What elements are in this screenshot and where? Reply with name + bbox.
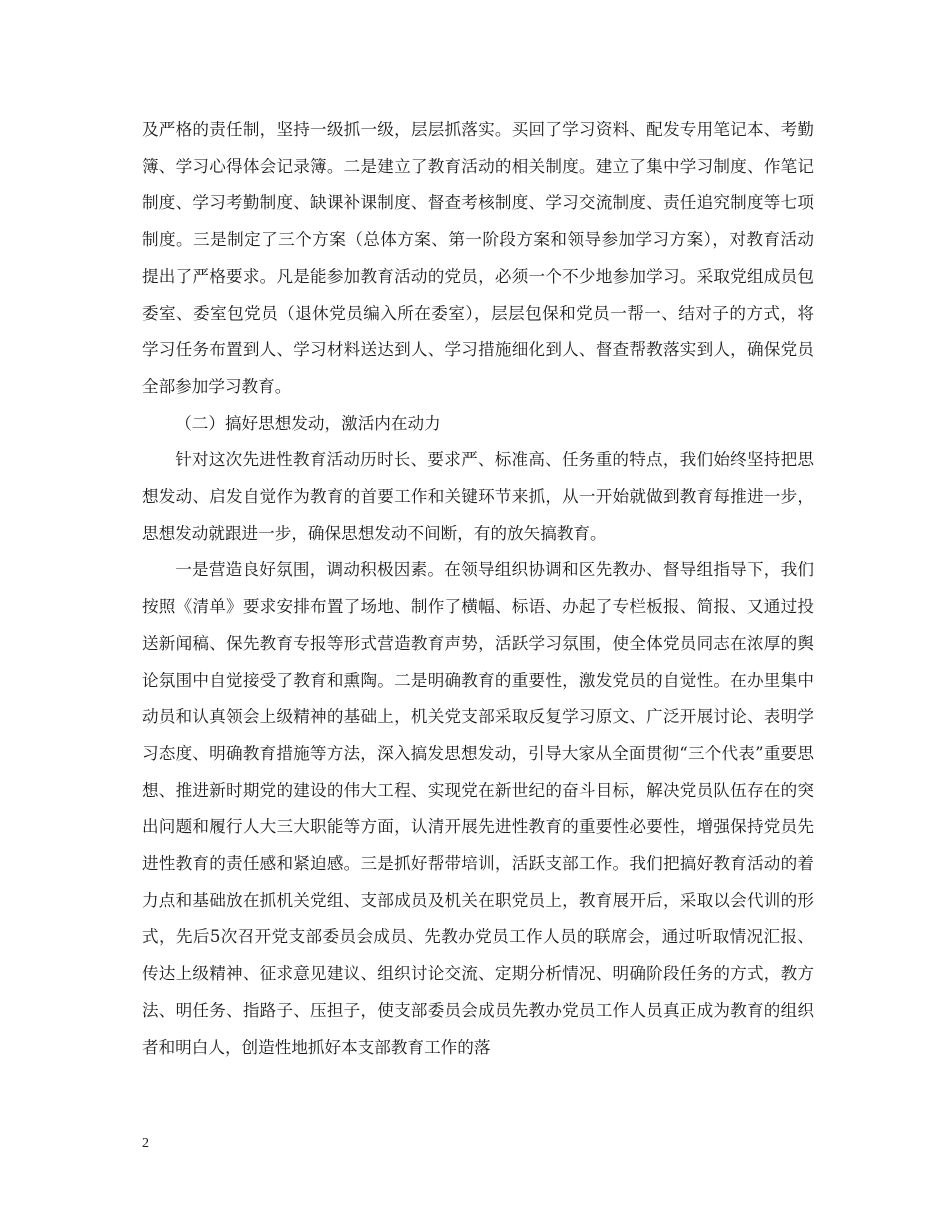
- body-text: [142, 112, 814, 1066]
- paragraph: 针对这次先进性教育活动历时长、要求严、标准高、任务重的特点，我们始终坚持把思想发动、启发自觉作为教育的首要工作和关键环节来抓，从一开始就做到教育每推进一步，思想发动就跟进一步，确保思想发动不间断，有的放矢搞教育。: [142, 450, 814, 543]
- page-number: 2: [142, 1136, 149, 1151]
- section-heading: （二）搞好思想发动，激活内在动力: [175, 413, 441, 433]
- paragraph-continuation: 及严格的责任制，坚持一级抓一级，层层抓落实。买回了学习资料、配发专用笔记本、考勤簿、学习心得体会记录簿。二是建立了教育活动的相关制度。建立了集中学习制度、作笔记制度、学习考勤制度、缺课补课制度、督查考核制度、学习交流制度、责任追究制度等七项制度。三是制定了三个方案（总体方案、第一阶段方案和领导参加学习方案），对教育活动提出了严格要求。凡是能参加教育活动的党员，必须一个不少地参加学习。采取党组成员包委室、委室包党员（退休党员编入所在委室），层层包保和党员一帮一、结对子的方式，将学习任务布置到人、学习材料送达到人、学习措施细化到人、督查帮教落实到人，确保党员全部参加学习教育。: [142, 120, 814, 396]
- paragraph: 一是营造良好氛围，调动积极因素。在领导组织协调和区先教办、督导组指导下，我们按照《清单》要求安排布置了场地、制作了横幅、标语、办起了专栏板报、简报、又通过投送新闻稿、保先教育专报等形式营造教育声势，活跃学习氛围，使全体党员同志在浓厚的舆论氛围中自觉接受了教育和熏陶。二是明确教育的重要性，激发党员的自觉性。在办里集中动员和认真领会上级精神的基础上，机关党支部采取反复学习原文、广泛开展讨论、表明学习态度、明确教育措施等方法，深入搞发思想发动，引导大家从全面贯彻“三个代表”重要思想、推进新时期党的建设的伟大工程、实现党在新世纪的奋斗目标，解决党员队伍存在的突出问题和履行人大三大职能等方面，认清开展先进性教育的重要性必要性，增强保持党员先进性教育的责任感和紧迫感。三是抓好帮带培训，活跃支部工作。我们把搞好教育活动的着力点和基础放在抓机关党组、支部成员及机关在职党员上，教育展开后，采取以会代训的形式，先后5次召开党支部委员会成员、先教办党员工作人员的联席会，通过听取情况汇报、传达上级精神、征求意见建议、组织讨论交流、定期分析情况、明确阶段任务的方式，教方法、明任务、指路子、压担子，使支部委员会成员先教办党员工作人员真正成为教育的组织者和明白人，创造性地抓好本支部教育工作的落: [142, 560, 814, 1057]
